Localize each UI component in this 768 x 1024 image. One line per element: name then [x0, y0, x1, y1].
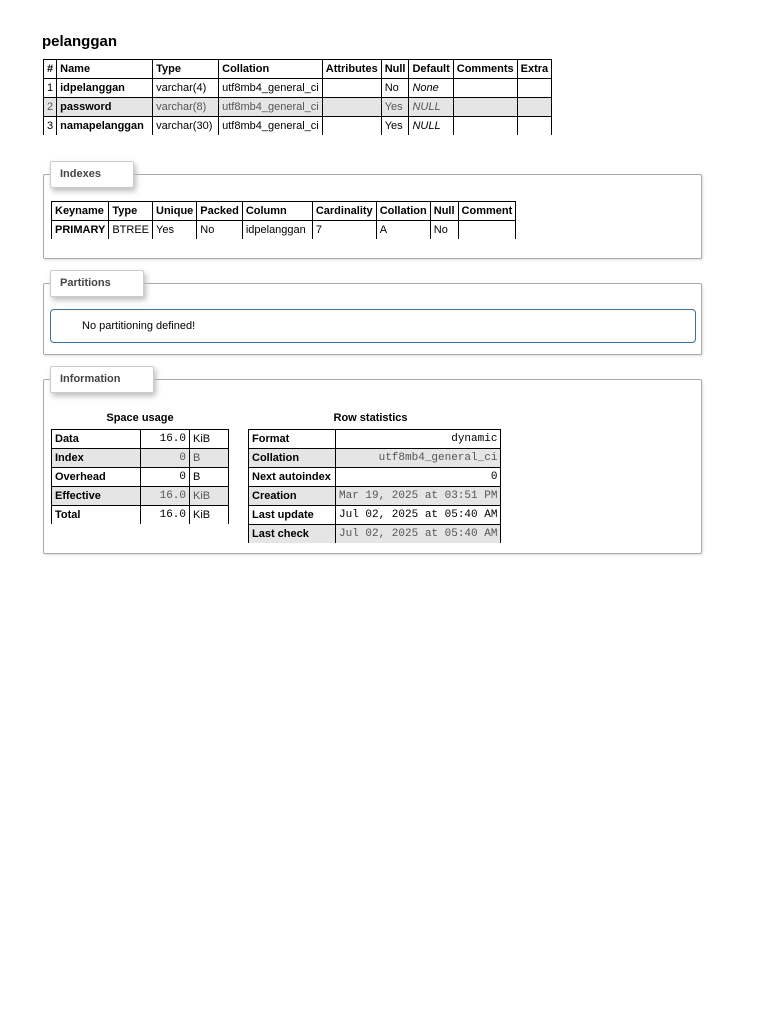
col-header-comments: Comments	[453, 60, 517, 79]
column-type: varchar(4)	[153, 79, 219, 98]
row-statistics-table	[248, 429, 501, 543]
space-unit: KiB	[190, 506, 229, 525]
partitions-legend: Partitions	[50, 270, 144, 297]
space-label: Data	[52, 430, 141, 449]
column-null: Yes	[381, 98, 409, 117]
table-row	[249, 430, 501, 449]
space-unit: KiB	[190, 430, 229, 449]
index-type: BTREE	[109, 221, 153, 240]
row-statistics-caption: Row statistics	[333, 412, 408, 424]
column-null: No	[381, 79, 409, 98]
stat-label: Last check	[249, 525, 336, 544]
column-collation: utf8mb4_general_ci	[219, 79, 323, 98]
column-default: NULL	[409, 98, 453, 117]
table-row	[52, 487, 229, 506]
col-header-extra: Extra	[517, 60, 552, 79]
table-row	[44, 79, 552, 98]
table-row	[52, 430, 229, 449]
indexes-legend: Indexes	[50, 161, 134, 188]
row-num: 1	[44, 79, 57, 98]
stat-value: utf8mb4_general_ci	[336, 449, 501, 468]
space-label: Effective	[52, 487, 141, 506]
idx-header-type: Type	[109, 202, 153, 221]
table-row	[52, 506, 229, 525]
partitions-notice: No partitioning defined!	[50, 309, 696, 343]
idx-header-null: Null	[430, 202, 458, 221]
space-usage-table	[51, 429, 229, 524]
idx-header-column: Column	[242, 202, 312, 221]
column-attributes	[322, 79, 381, 98]
structure-header-row	[44, 60, 552, 79]
col-header-null: Null	[381, 60, 409, 79]
table-row	[249, 525, 501, 544]
column-collation: utf8mb4_general_ci	[219, 98, 323, 117]
table-row	[249, 449, 501, 468]
table-title: pelanggan	[42, 33, 118, 50]
table-row	[44, 98, 552, 117]
column-name: namapelanggan	[57, 117, 153, 136]
indexes-section	[43, 168, 702, 259]
index-keyname: PRIMARY	[52, 221, 109, 240]
stat-value: Jul 02, 2025 at 05:40 AM	[336, 525, 501, 544]
index-collation: A	[376, 221, 430, 240]
stat-label: Last update	[249, 506, 336, 525]
index-cardinality: 7	[312, 221, 376, 240]
space-label: Overhead	[52, 468, 141, 487]
idx-header-comment: Comment	[458, 202, 516, 221]
space-unit: B	[190, 468, 229, 487]
row-num: 2	[44, 98, 57, 117]
column-attributes	[322, 117, 381, 136]
column-default: None	[409, 79, 453, 98]
stat-label: Format	[249, 430, 336, 449]
index-unique: Yes	[153, 221, 197, 240]
stat-label: Next autoindex	[249, 468, 336, 487]
stat-value: Jul 02, 2025 at 05:40 AM	[336, 506, 501, 525]
information-section	[43, 373, 702, 554]
stat-value: dynamic	[336, 430, 501, 449]
column-extra	[517, 79, 552, 98]
index-packed: No	[197, 221, 243, 240]
column-type: varchar(8)	[153, 98, 219, 117]
space-label: Total	[52, 506, 141, 525]
col-header-default: Default	[409, 60, 453, 79]
space-value: 0	[141, 468, 190, 487]
col-header-attributes: Attributes	[322, 60, 381, 79]
indexes-header-row	[52, 202, 516, 221]
column-extra	[517, 98, 552, 117]
space-value: 0	[141, 449, 190, 468]
space-value: 16.0	[141, 430, 190, 449]
table-row	[52, 449, 229, 468]
column-attributes	[322, 98, 381, 117]
column-collation: utf8mb4_general_ci	[219, 117, 323, 136]
space-unit: B	[190, 449, 229, 468]
space-label: Index	[52, 449, 141, 468]
space-value: 16.0	[141, 487, 190, 506]
col-header-num: #	[44, 60, 57, 79]
structure-table	[43, 59, 552, 135]
column-default: NULL	[409, 117, 453, 136]
idx-header-cardinality: Cardinality	[312, 202, 376, 221]
column-extra	[517, 117, 552, 136]
index-column: idpelanggan	[242, 221, 312, 240]
column-comments	[453, 117, 517, 136]
stat-value: Mar 19, 2025 at 03:51 PM	[336, 487, 501, 506]
space-value: 16.0	[141, 506, 190, 525]
column-name: password	[57, 98, 153, 117]
col-header-collation: Collation	[219, 60, 323, 79]
column-type: varchar(30)	[153, 117, 219, 136]
idx-header-keyname: Keyname	[52, 202, 109, 221]
idx-header-unique: Unique	[153, 202, 197, 221]
col-header-name: Name	[57, 60, 153, 79]
column-comments	[453, 98, 517, 117]
stat-label: Creation	[249, 487, 336, 506]
table-row	[249, 506, 501, 525]
row-num: 3	[44, 117, 57, 136]
stat-label: Collation	[249, 449, 336, 468]
information-legend: Information	[50, 366, 154, 393]
column-name: idpelanggan	[57, 79, 153, 98]
column-comments	[453, 79, 517, 98]
indexes-table	[51, 201, 516, 239]
index-null: No	[430, 221, 458, 240]
table-row	[52, 221, 516, 240]
table-row	[249, 487, 501, 506]
partitions-section	[43, 277, 702, 355]
index-comment	[458, 221, 516, 240]
table-row	[52, 468, 229, 487]
space-unit: KiB	[190, 487, 229, 506]
table-row	[44, 117, 552, 136]
space-usage-caption: Space usage	[106, 412, 174, 424]
column-null: Yes	[381, 117, 409, 136]
idx-header-collation: Collation	[376, 202, 430, 221]
table-row	[249, 468, 501, 487]
stat-value: 0	[336, 468, 501, 487]
idx-header-packed: Packed	[197, 202, 243, 221]
col-header-type: Type	[153, 60, 219, 79]
